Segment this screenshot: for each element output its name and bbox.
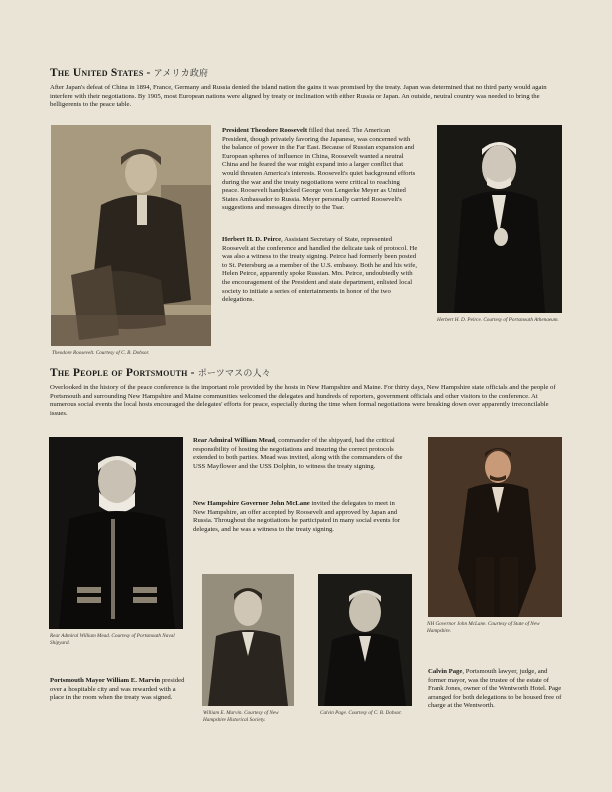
us-section-title: [50, 66, 208, 79]
mead-name: Rear Admiral William Mead: [193, 437, 275, 444]
roosevelt-text: filled that need. The American President, though privately favoring the Japanese, was concerned with the balance of power in the Far East. Because of Russian expansion and European spheres of influence in China, Roosevelt wanted a neutral China and he feared the war might expand into a larger conflict that would threaten America's interests. Roosevelt's quiet background efforts during the war and the treaty negotiations were critical to reaching peace. Roosevelt handpicked George von Lengerke Meyer as United States Ambassador to Russia. Meyer personally carried Roosevelt's suggestions and messages directly to the Tsar.: [222, 127, 416, 212]
marvin-text: presided over a hospitable city and was rewarded with a place in the room when the treaty was signed.: [50, 677, 185, 702]
us-title-jp: アメリカ政府: [153, 68, 209, 78]
marvin-paragraph: [50, 677, 190, 703]
portsmouth-intro: Overlooked in the history of the peace conference is the important role provided by the hosts in New Hampshire and Maine. For thirty days, New Hampshire state officials and the people of Portsmouth and surrounding New Hampshire and Maine communities welcomed the delegates and hundreds of reporters, government officials and other visitors to the conference. At numerous social events the local hosts encouraged the delegates' efforts for peace, especially during the time when formal negotiations were breaking down over apparently irreconcilable issues.: [50, 384, 556, 417]
portsmouth-title-en: The People of Portsmouth -: [50, 367, 198, 379]
page-paragraph: [428, 668, 562, 711]
mclane-paragraph: [193, 500, 409, 534]
portsmouth-title-jp: ポーツマスの人々: [197, 368, 271, 378]
peirce-photo: [437, 125, 562, 313]
mclane-text: invited the delegates to meet in New Hampshire, an offer accepted by Roosevelt and approved by Japan and Russia. Throughout the negotiations he participated in many social events for delegates, and he was a witness to the treaty signing.: [193, 500, 400, 533]
peirce-name: Herbert H. D. Peirce: [222, 236, 282, 243]
roosevelt-photo: [51, 125, 211, 346]
roosevelt-caption: Theodore Roosevelt. Courtesy of C. B. Dobsor.: [52, 350, 150, 356]
mead-paragraph: [193, 437, 409, 471]
marvin-photo: [202, 574, 294, 706]
marvin-name: Portsmouth Mayor William E. Marvin: [50, 677, 161, 684]
mead-text: , commander of the shipyard, had the critical responsibility of hosting the negotiations and insuring the correct protocols extended to both parties. Mead was invited, along with the commanders of the USS Mayflower and the USS Dolphin, to witness the treaty signing.: [193, 437, 403, 470]
mead-photo: [49, 437, 183, 629]
mclane-caption: NH Governor John McLane. Courtesy of State of New Hampshire.: [427, 621, 540, 634]
mclane-photo: [428, 437, 562, 617]
page-caption: Calvin Page. Courtesy of C. B. Dobsor.: [320, 710, 402, 716]
peirce-text: , Assistant Secretary of State, represented Roosevelt at the conference and handled the delicate task of protocol. He was also a witness to the treaty signing. Peirce had formerly been posted to St. Petersburg as a member of the U.S. embassy. Both he and his wife, Helen Peirce, apparently spoke Russian. Mrs. Peirce, undoubtedly with the encouragement of the President and state department, enlisted local society to initiate a series of entertainments in honor of the two delegations.: [222, 236, 418, 304]
peirce-paragraph: [222, 236, 418, 305]
page-text: , Portsmouth lawyer, judge, and former mayor, was the trustee of the estate of Frank Jones, owner of the Wentworth Hotel. Page arranged for both delegations to be housed free of charge at the Wentworth.: [428, 668, 562, 710]
mclane-name: New Hampshire Governor John McLane: [193, 500, 310, 507]
mead-caption: Rear Admiral William Mead. Courtesy of Portsmouth Naval Shipyard.: [50, 633, 175, 646]
page-photo: [318, 574, 412, 706]
page-name: Calvin Page: [428, 668, 463, 675]
roosevelt-name: President Theodore Roosevelt: [222, 127, 308, 134]
roosevelt-paragraph: [222, 127, 418, 213]
us-title-en: The United States -: [50, 67, 154, 79]
marvin-caption: William E. Marvin. Courtesy of New Hampshire Historical Society.: [203, 710, 279, 723]
peirce-caption: Herbert H. D. Peirce. Courtesy of Portsmouth Athenaeum.: [437, 317, 559, 323]
us-intro: After Japan's defeat of China in 1894, France, Germany and Russia denied the island nation the gains it was promised by the treaty. Japan was determined that no third party would again interfere with their negotiations. By 1905, most European nations were aligned by treaty or inclination with either Russia or Japan. An outside, neutral country was needed to bring the belligerents to the peace table.: [50, 84, 547, 109]
portsmouth-section-title: [50, 366, 271, 379]
